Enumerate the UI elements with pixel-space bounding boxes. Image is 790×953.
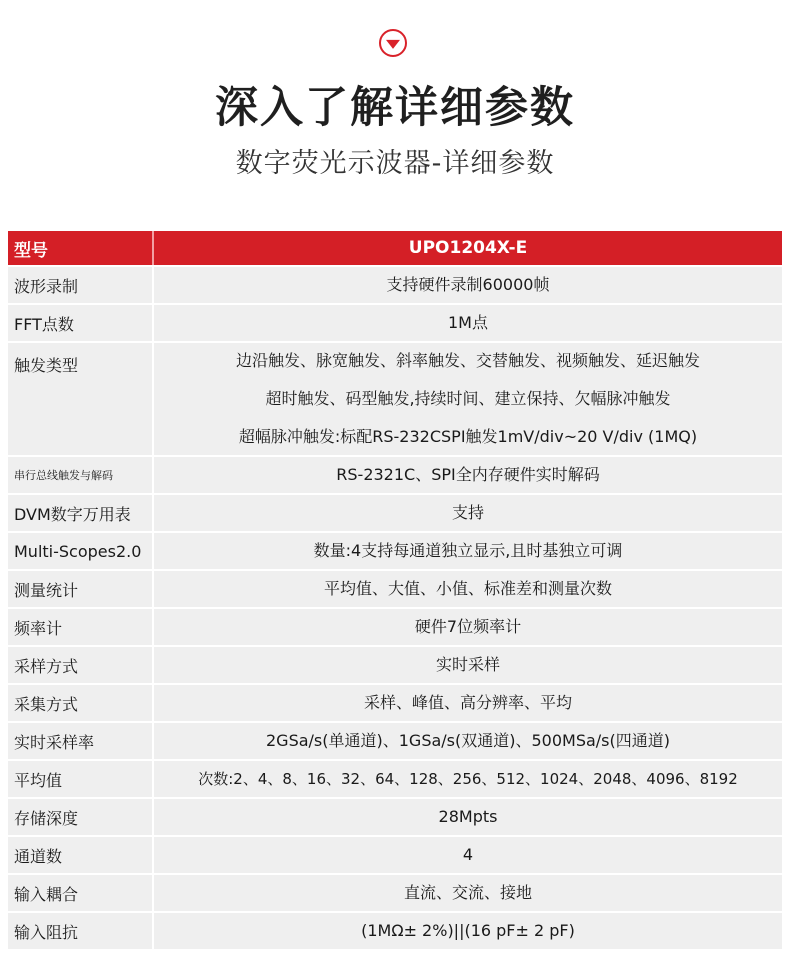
page-title: 深入了解详细参数 bbox=[215, 83, 575, 133]
row-value-line: 4 bbox=[462, 845, 474, 864]
table-header-row bbox=[8, 231, 782, 267]
row-value bbox=[154, 761, 782, 797]
row-label: 采集方式 bbox=[8, 685, 154, 721]
row-value-line: 2GSa/s(单通道)、1GSa/s(双通道)、500MSa/s(四通道) bbox=[265, 731, 671, 750]
row-label: 波形录制 bbox=[8, 267, 154, 303]
table-row bbox=[8, 875, 782, 913]
table-row bbox=[8, 609, 782, 647]
row-value bbox=[154, 837, 782, 873]
row-value bbox=[154, 495, 782, 531]
row-label: 存储深度 bbox=[8, 799, 154, 835]
row-label: DVM数字万用表 bbox=[8, 495, 154, 531]
row-value-line: 次数:2、4、8、16、32、64、128、256、512、1024、2048、4096、8192 bbox=[198, 770, 738, 788]
row-value-line: 支持硬件录制60000帧 bbox=[386, 275, 550, 294]
table-row bbox=[8, 267, 782, 305]
table-row bbox=[8, 343, 782, 457]
table-row bbox=[8, 913, 782, 951]
row-label: 输入耦合 bbox=[8, 875, 154, 911]
table-row bbox=[8, 495, 782, 533]
table-row bbox=[8, 457, 782, 495]
row-value-line: 28Mpts bbox=[438, 807, 498, 826]
row-label: 采样方式 bbox=[8, 647, 154, 683]
row-label: 测量统计 bbox=[8, 571, 154, 607]
table-row bbox=[8, 533, 782, 571]
table-row bbox=[8, 799, 782, 837]
row-value-line: 平均值、大值、小值、标准差和测量次数 bbox=[323, 579, 612, 598]
down-arrow-badge-icon bbox=[379, 29, 407, 57]
table-row bbox=[8, 761, 782, 799]
row-label: FFT点数 bbox=[8, 305, 154, 341]
row-value-line: 1M点 bbox=[448, 313, 488, 332]
table-row bbox=[8, 685, 782, 723]
row-value bbox=[154, 609, 782, 645]
table-row bbox=[8, 571, 782, 609]
table-row bbox=[8, 647, 782, 685]
table-row bbox=[8, 723, 782, 761]
row-value-line: 超时触发、码型触发,持续时间、建立保持、欠幅脉冲触发 bbox=[265, 389, 671, 408]
row-value bbox=[154, 571, 782, 607]
row-value-line: (1MΩ± 2%)||(16 pF± 2 pF) bbox=[361, 921, 575, 940]
row-label: 通道数 bbox=[8, 837, 154, 873]
row-value-line: 支持 bbox=[451, 503, 484, 522]
table-row bbox=[8, 305, 782, 343]
page-subtitle: 数字荧光示波器-详细参数 bbox=[235, 148, 555, 179]
row-label: 频率计 bbox=[8, 609, 154, 645]
row-value-line: RS-2321C、SPI全内存硬件实时解码 bbox=[336, 465, 600, 484]
row-label: 平均值 bbox=[8, 761, 154, 797]
row-value bbox=[154, 685, 782, 721]
row-label: 输入阻抗 bbox=[8, 913, 154, 949]
row-value bbox=[154, 533, 782, 569]
row-value bbox=[154, 457, 782, 493]
table-row bbox=[8, 837, 782, 875]
row-value bbox=[154, 913, 782, 949]
row-value bbox=[154, 647, 782, 683]
row-label: 实时采样率 bbox=[8, 723, 154, 759]
row-value-line: 超幅脉冲触发:标配RS-232CSPI触发1mV/div~20 V/div (1MQ) bbox=[238, 427, 698, 446]
row-value bbox=[154, 799, 782, 835]
row-value bbox=[154, 267, 782, 303]
model-name: UPO1204X-E bbox=[408, 238, 528, 258]
header-label: 型号 bbox=[8, 231, 154, 265]
row-value-line: 边沿触发、脉宽触发、斜率触发、交替触发、视频触发、延迟触发 bbox=[235, 351, 700, 370]
row-value-line: 实时采样 bbox=[435, 655, 500, 674]
header-value bbox=[154, 231, 782, 265]
row-value-line: 直流、交流、接地 bbox=[403, 883, 532, 902]
row-label: Multi-Scopes2.0 bbox=[8, 533, 154, 569]
row-value bbox=[154, 343, 782, 455]
row-label: 触发类型 bbox=[8, 343, 154, 455]
row-value-line: 采样、峰值、高分辨率、平均 bbox=[363, 693, 572, 712]
row-value bbox=[154, 305, 782, 341]
spec-table bbox=[8, 231, 782, 951]
row-value bbox=[154, 875, 782, 911]
row-label: 串行总线触发与解码 bbox=[8, 457, 154, 493]
row-value-line: 数量:4支持每通道独立显示,且时基独立可调 bbox=[313, 541, 623, 560]
row-value bbox=[154, 723, 782, 759]
row-value-line: 硬件7位频率计 bbox=[414, 617, 522, 636]
